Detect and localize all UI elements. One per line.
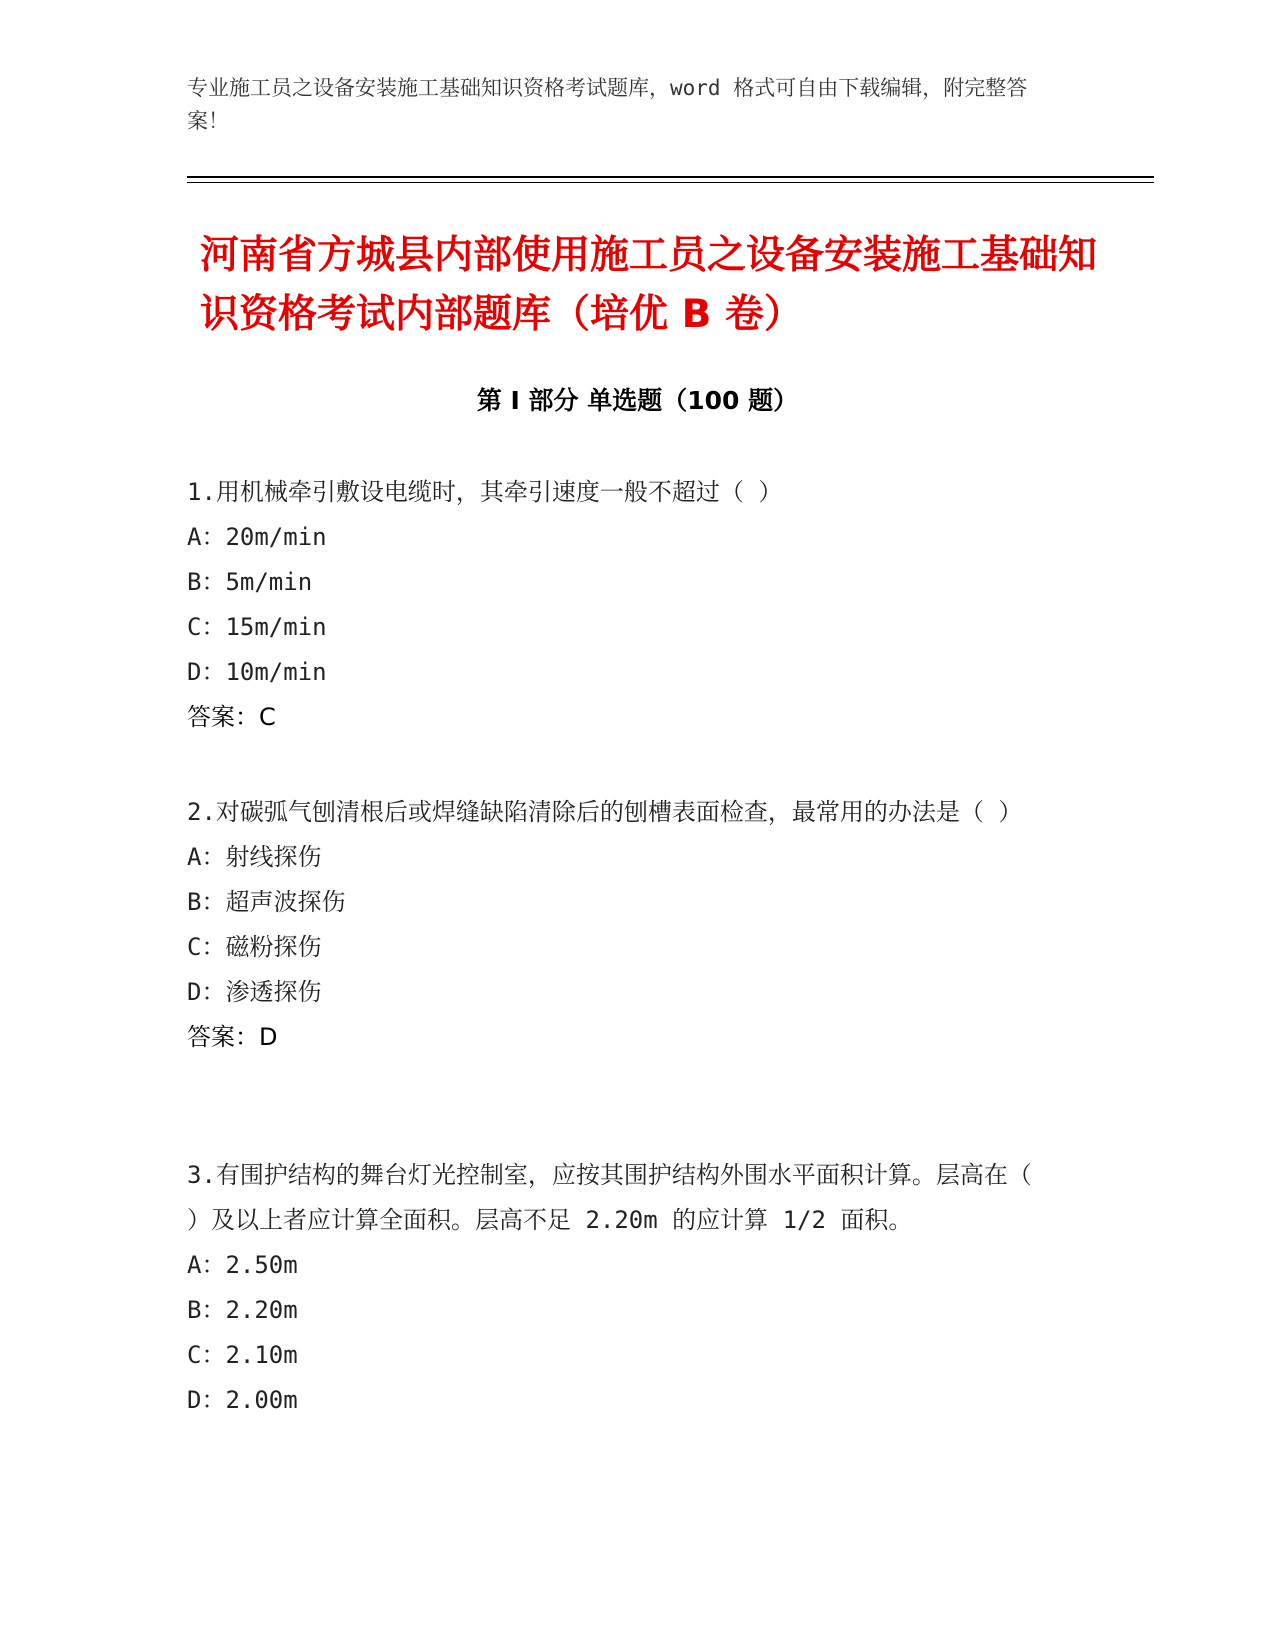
question-2 — [187, 790, 1057, 1060]
header-note: 专业施工员之设备安装施工基础知识资格考试题库，word 格式可自由下载编辑，附完整答案！ — [187, 76, 1028, 133]
option-a: A：2.50m — [187, 1251, 298, 1279]
header-divider-thin — [187, 182, 1154, 183]
option-b: B：超声波探伤 — [187, 888, 346, 916]
option-a: A：射线探伤 — [187, 843, 322, 871]
option-c: C：磁粉探伤 — [187, 933, 322, 961]
answer: 答案：D — [187, 1023, 278, 1051]
option-a: A：20m/min — [187, 523, 327, 551]
question-3 — [187, 1153, 1057, 1423]
question-stem: 2.对碳弧气刨清根后或焊缝缺陷清除后的刨槽表面检查，最常用的办法是（ ） — [187, 798, 1023, 826]
document-title: 河南省方城县内部使用施工员之设备安装施工基础知识资格考试内部题库（培优 B 卷） — [200, 233, 1098, 337]
option-b: B：5m/min — [187, 568, 313, 596]
header-divider — [187, 176, 1154, 178]
question-stem: 3.有围护结构的舞台灯光控制室，应按其围护结构外围水平面积计算。层高在（ ）及以上者应计算全面积。层高不足 2.20m 的应计算 1/2 面积。 — [187, 1161, 1032, 1234]
option-b: B：2.20m — [187, 1296, 298, 1324]
option-c: C：15m/min — [187, 613, 327, 641]
option-d: D：10m/min — [187, 658, 327, 686]
option-d: D：2.00m — [187, 1386, 298, 1414]
option-c: C：2.10m — [187, 1341, 298, 1369]
question-1 — [187, 470, 1057, 740]
question-stem: 1.用机械牵引敷设电缆时，其牵引速度一般不超过（ ） — [187, 478, 783, 506]
answer: 答案：C — [187, 703, 276, 731]
option-d: D：渗透探伤 — [187, 978, 322, 1006]
section-heading: 第 I 部分 单选题（100 题） — [476, 386, 799, 415]
